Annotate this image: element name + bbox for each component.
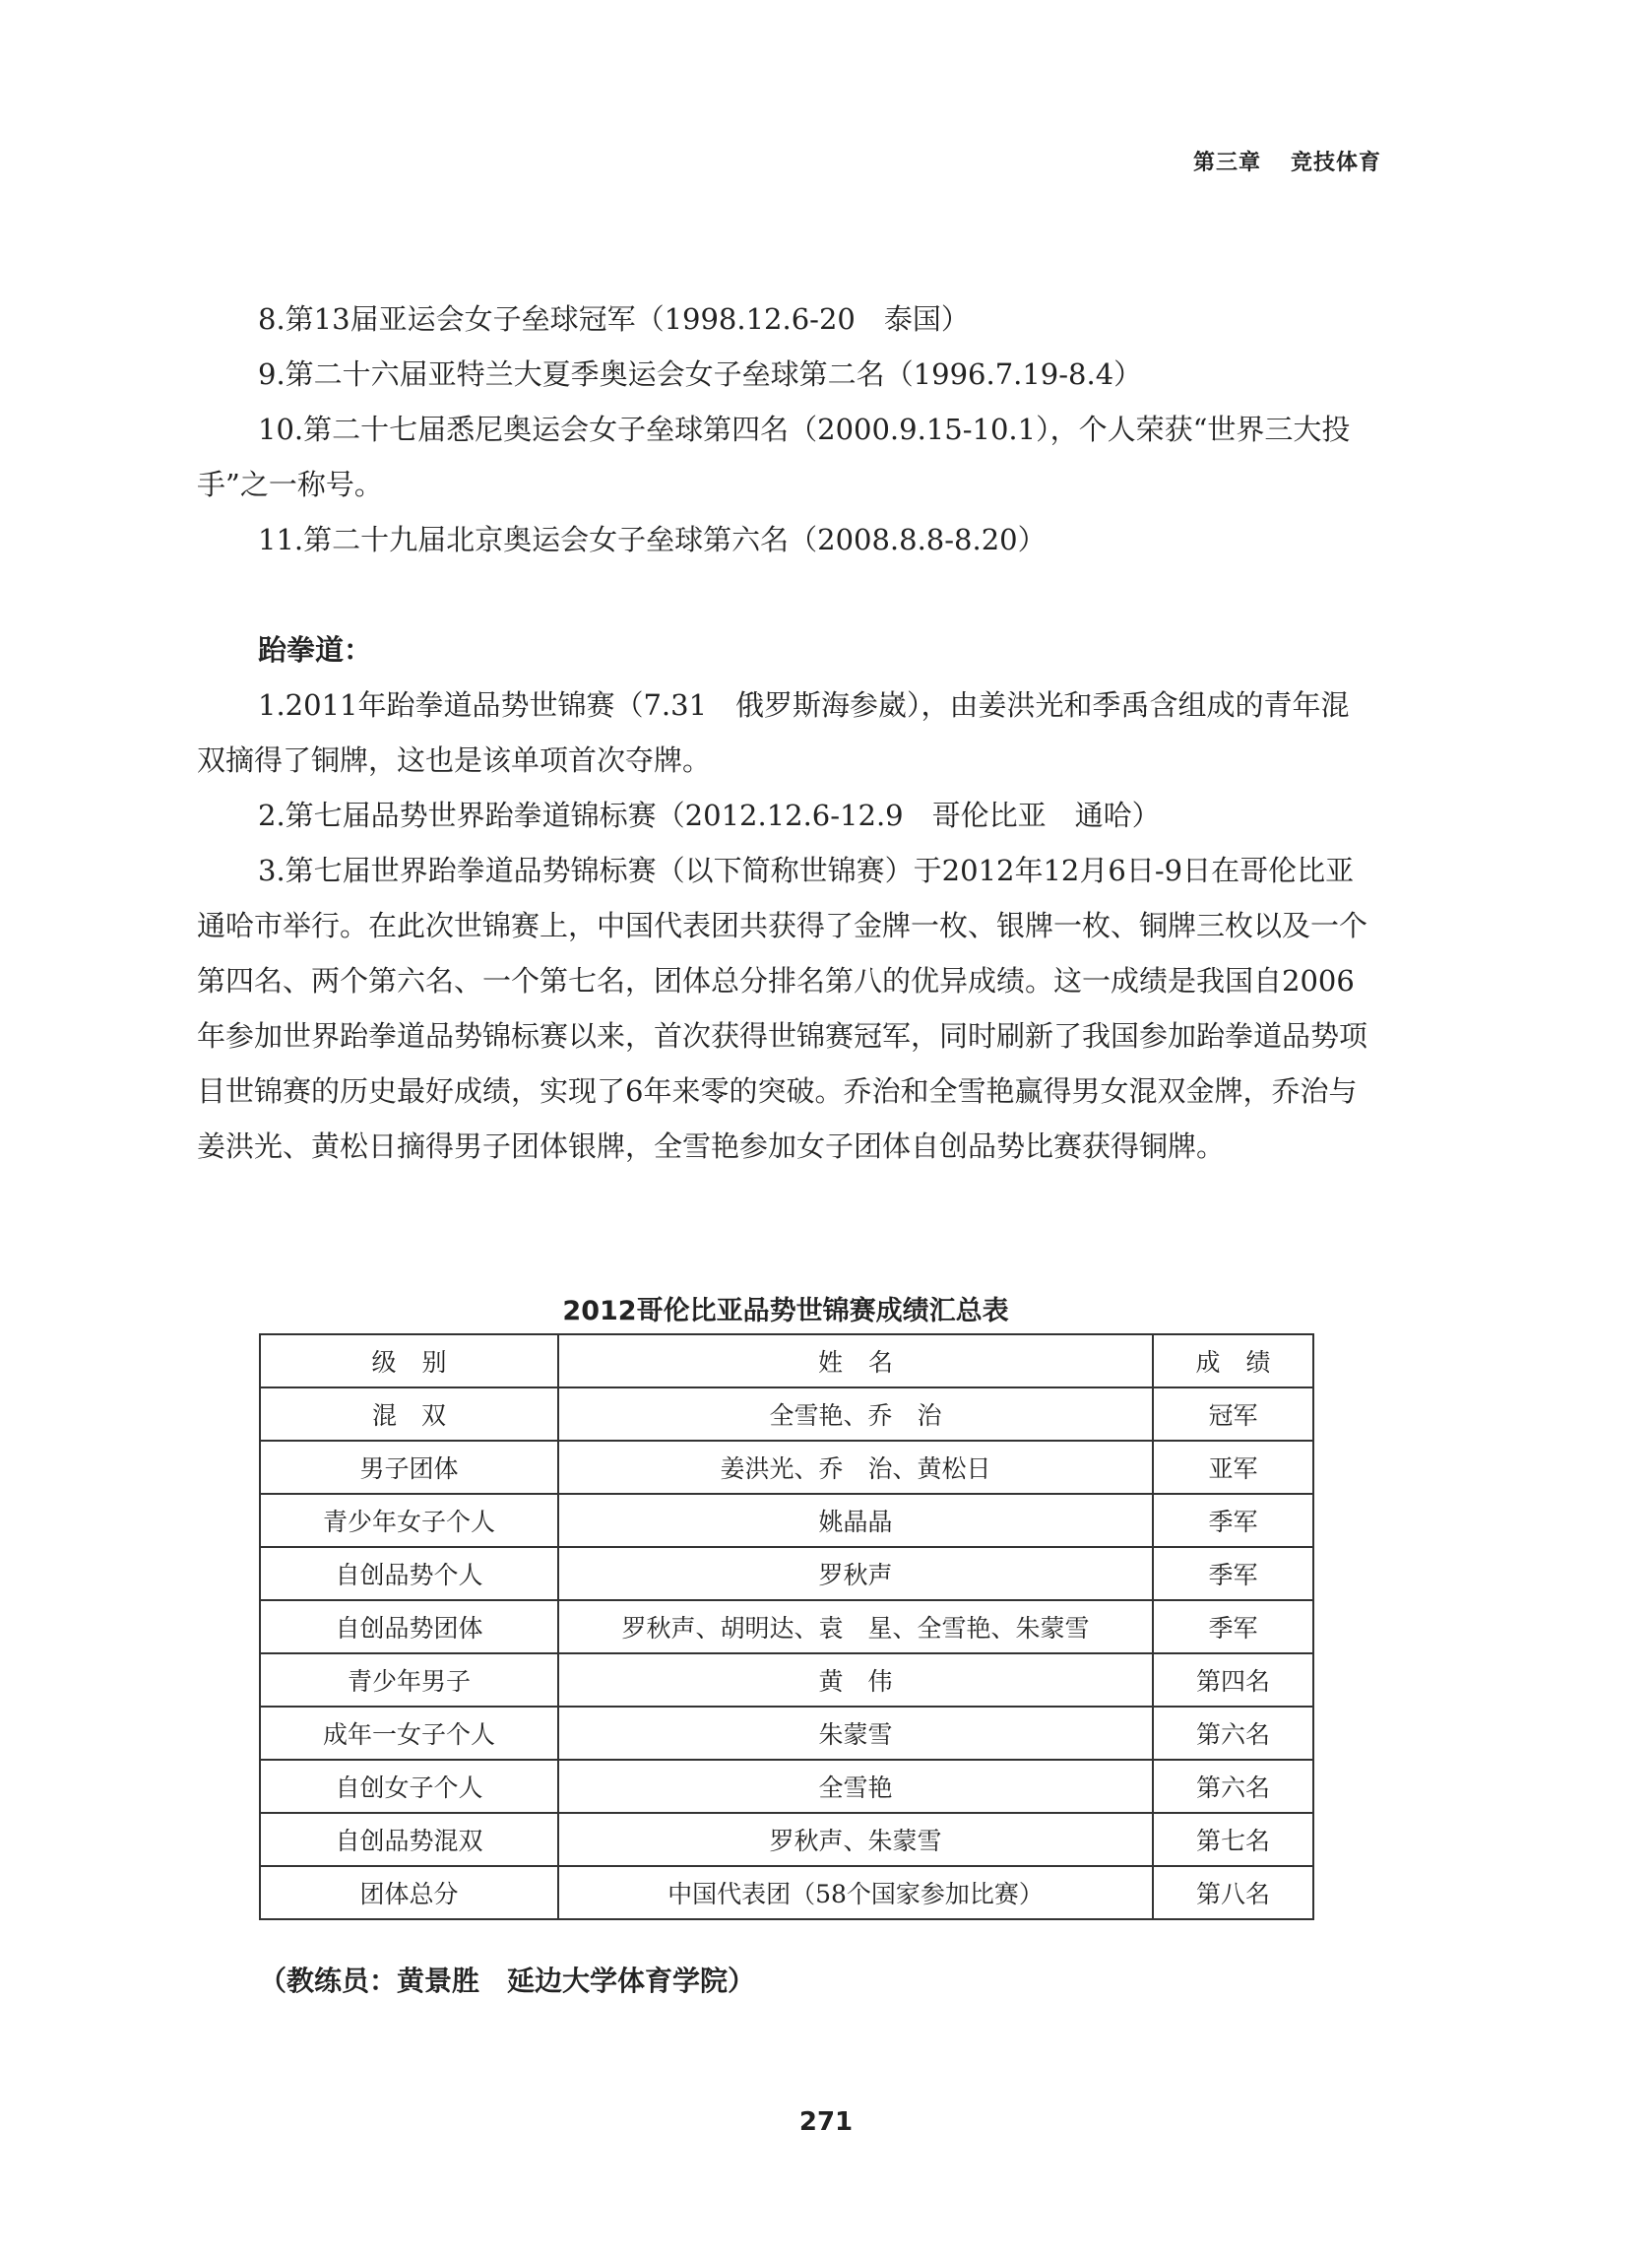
page-number: 271 bbox=[798, 2107, 854, 2137]
cell-level: 青少年男子 bbox=[260, 1653, 558, 1707]
chapter-label: 第三章 bbox=[1192, 151, 1261, 175]
taekwondo-item: 2.第七届品势世界跆拳道锦标赛（2012.12.6-12.9 哥伦比亚 通哈） bbox=[258, 799, 1161, 832]
cell-result: 第八名 bbox=[1153, 1866, 1313, 1919]
table-row bbox=[260, 1387, 1313, 1441]
cell-result: 第六名 bbox=[1153, 1707, 1313, 1760]
table-row bbox=[260, 1441, 1313, 1494]
cell-name: 罗秋声、朱蒙雪 bbox=[558, 1813, 1153, 1866]
taekwondo-item: 3.第七届世界跆拳道品势锦标赛（以下简称世锦赛）于2012年12月6日-9日在哥伦比亚通哈市举行。在此次世锦赛上，中国代表团共获得了金牌一枚、银牌一枚、铜牌三枚以及一个第四名、两个第六名、一个第七名，团体总分排名第八的优异成绩。这一成绩是我国自2006年参加世界跆拳道品势锦标赛以来，首次获得世锦赛冠军，同时刷新了我国参加跆拳道品势项目世锦赛的历史最好成绩，实现了6年来零的突破。乔治和全雪艳赢得男女混双金牌，乔治与姜洪光、黄松日摘得男子团体银牌，全雪艳参加女子团体自创品势比赛获得铜牌。 bbox=[197, 854, 1368, 1163]
table-row bbox=[260, 1813, 1313, 1866]
cell-name: 黄 伟 bbox=[558, 1653, 1153, 1707]
cell-name: 罗秋声 bbox=[558, 1547, 1153, 1600]
cell-level: 团体总分 bbox=[260, 1866, 558, 1919]
cell-name: 朱蒙雪 bbox=[558, 1707, 1153, 1760]
header-name: 姓名 bbox=[558, 1334, 1153, 1387]
header-level: 级别 bbox=[260, 1334, 558, 1387]
cell-name: 全雪艳、乔 治 bbox=[558, 1387, 1153, 1441]
table-row bbox=[260, 1866, 1313, 1919]
table-row bbox=[260, 1760, 1313, 1813]
cell-level: 混 双 bbox=[260, 1387, 558, 1441]
table-row bbox=[260, 1653, 1313, 1707]
cell-level: 青少年女子个人 bbox=[260, 1494, 558, 1547]
table-row bbox=[260, 1547, 1313, 1600]
cell-level: 自创品势团体 bbox=[260, 1600, 558, 1653]
results-table-block bbox=[259, 1290, 1312, 1920]
table-title: 2012哥伦比亚品势世锦赛成绩汇总表 bbox=[562, 1296, 1009, 1326]
table-row bbox=[260, 1494, 1313, 1547]
section-gap bbox=[197, 567, 1368, 622]
taekwondo-item: 1.2011年跆拳道品势世锦赛（7.31 俄罗斯海参崴），由姜洪光和季禹含组成的青年混双摘得了铜牌，这也是该单项首次夺牌。 bbox=[197, 688, 1350, 777]
table-row bbox=[260, 1600, 1313, 1653]
cell-name: 中国代表团（58个国家参加比赛） bbox=[558, 1866, 1153, 1919]
section-title-taekwondo: 跆拳道： bbox=[258, 633, 373, 667]
table-body bbox=[260, 1387, 1313, 1919]
cell-result: 第六名 bbox=[1153, 1760, 1313, 1813]
cell-level: 自创女子个人 bbox=[260, 1760, 558, 1813]
cell-level: 成年一女子个人 bbox=[260, 1707, 558, 1760]
header-result: 成绩 bbox=[1153, 1334, 1313, 1387]
coach-note: （教练员：黄景胜 延边大学体育学院） bbox=[259, 1965, 756, 1997]
running-header bbox=[1193, 146, 1381, 176]
softball-item: 11.第二十九届北京奥运会女子垒球第六名（2008.8.8-8.20） bbox=[258, 523, 1047, 556]
main-text bbox=[197, 291, 1368, 1174]
softball-item: 9.第二十六届亚特兰大夏季奥运会女子垒球第二名（1996.7.19-8.4） bbox=[258, 357, 1143, 391]
cell-level: 男子团体 bbox=[260, 1441, 558, 1494]
cell-name: 全雪艳 bbox=[558, 1760, 1153, 1813]
cell-result: 第七名 bbox=[1153, 1813, 1313, 1866]
cell-name: 姜洪光、乔 治、黄松日 bbox=[558, 1441, 1153, 1494]
table-row bbox=[260, 1707, 1313, 1760]
cell-result: 季军 bbox=[1153, 1547, 1313, 1600]
results-table bbox=[259, 1333, 1314, 1920]
cell-name: 罗秋声、胡明达、袁 星、全雪艳、朱蒙雪 bbox=[558, 1600, 1153, 1653]
cell-name: 姚晶晶 bbox=[558, 1494, 1153, 1547]
cell-level: 自创品势混双 bbox=[260, 1813, 558, 1866]
cell-result: 第四名 bbox=[1153, 1653, 1313, 1707]
table-header-row bbox=[260, 1334, 1313, 1387]
cell-result: 季军 bbox=[1153, 1600, 1313, 1653]
softball-item: 10.第二十七届悉尼奥运会女子垒球第四名（2000.9.15-10.1），个人荣获“世界三大投手”之一称号。 bbox=[197, 413, 1351, 501]
cell-result: 季军 bbox=[1153, 1494, 1313, 1547]
cell-result: 亚军 bbox=[1153, 1441, 1313, 1494]
cell-level: 自创品势个人 bbox=[260, 1547, 558, 1600]
softball-item: 8.第13届亚运会女子垒球冠军（1998.12.6-20 泰国） bbox=[258, 302, 970, 336]
cell-result: 冠军 bbox=[1153, 1387, 1313, 1441]
chapter-title: 竞技体育 bbox=[1290, 151, 1381, 175]
